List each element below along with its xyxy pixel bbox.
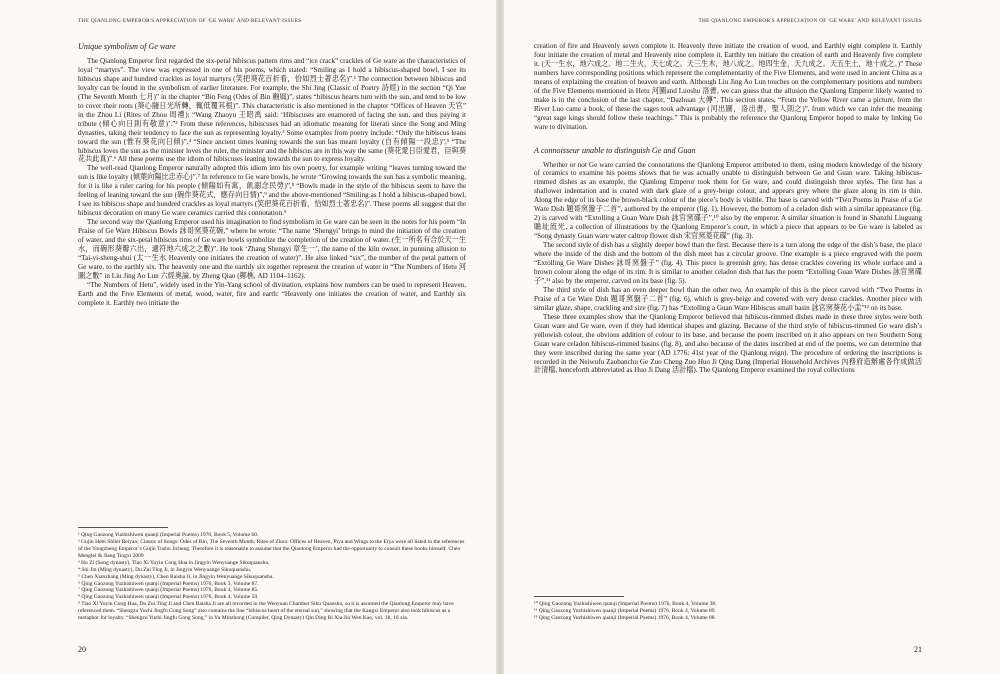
footnote: ¹ Qing Gaozong Yuzhishiwen quanji (Imperial Poems) 1976, Book 5, Volume 60. bbox=[78, 532, 259, 539]
right-page bbox=[500, 0, 1000, 674]
paragraph: The second style of dish has a slightly deeper bowl than the first. Because there is a turn along the edge of the dish’s base, the place where the inside of the dish and the bottom of the dish meet has a circular groove. One example is a piece engraved with the poem “Extolling Ge Ware Dishes 詠哥窯盤子” (fig. 4). This piece is greenish grey, has dense crackles covering its whole surface and a brown colour along the edge of its rim. It is similar to another celadon dish that has the poem “Extolling Guan Ware Dishes 詠官窯碟子”,¹¹ also by the emperor, carved on its base (fig. 5). bbox=[534, 241, 922, 285]
paragraph: “The Numbers of Hetu”, widely used in the Yin-Yang school of divination, explains how numbers can be used to represent Heaven, Earth and the Five Elements of metal, wood, water, fire and earth: “Heavenly one initiates the creation of water, and Earthly six complete it. Earthly two initiate the bbox=[78, 280, 466, 307]
footnote: ¹¹ Qing Gaozong Yuzhishiwen quanji (Imperial Poems) 1976, Book 4, Volume 89. bbox=[534, 608, 716, 615]
paragraph: Whether or not Ge ware carried the connotations the Qianlong Emperor attributed to them, using modern knowledge of the history of ceramics to examine his poems shows that he was actually unable to distinguish between Ge and Guan ware. Taking hibiscus-rimmed dishes as an example, the Qianlong Emperor took them for Ge ware, and could distinguish three styles. The first has a shallower indentation and is coated with dark glaze of a grey-beige colour, and appears grey where the glaze along its rim is thin. Along the edge of its base the brown-black colour of the piece’s body is visible. The base is carved with “Two Poems in Praise of a Ge Ware Dish 題哥窯盤子二首”, authored by the emperor (fig. 1). However, the bottom of a celadon dish with a similar appearance (fig. 2) is carved with “Extolling a Guan Ware Dish 詠官窯碟子”,¹⁰ also by the emperor. A similar situation is found in Shanzhi Liuguang 贍址流光, a collection of illustrations by the Qianlong Emperor’s court, in which a piece that appears to be Ge ware is labeled as “Song dynasty Guan ware water caltrop flower dish 宋官窯菱花碟” (fig. 3). bbox=[534, 160, 922, 241]
book-gutter bbox=[496, 0, 504, 674]
section-title: A connoisseur unable to distinguish Ge and Guan bbox=[534, 145, 696, 155]
page-number: 20 bbox=[78, 645, 86, 654]
footnote: ² Gujin Hebi Shilei Beiyao; Classic of Songs: Odes of Bin, The Seventh Month; Rites of Zhou: Offices of Heaven, Piya and Wings to the Erya were all listed in the references of the Yongzheng Emperor’s Gujin Tushu Jicheng. Therefore it is reasonable to assume that the Qianlong Emperor had the opportunity to consult these books himself. Chen Menglei & Jiang Tingxi 2009 bbox=[78, 539, 465, 559]
footnote: ⁵ Chen Xianzhang (Ming dynasty), Chen Baisha Ji, in Jingyin Wenyuange Sikuquanshu. bbox=[78, 573, 274, 580]
footnote-rule bbox=[534, 596, 624, 597]
footnote: ¹⁰ Qing Gaozong Yuzhishiwen quanji (Imperial Poems) 1976, Book 4, Volume 38. bbox=[534, 601, 717, 608]
footnotes bbox=[534, 596, 922, 622]
footnote: ⁹ Tiao Xi Yuyin Cong Hua, Du Zui Ting Ji and Chen Baisha Ji are all recorded in the Wenyuan Chamber Siku Quanshu, so it is assumed the Qianlong Emperor may have referenced them. “Shengzu Yuzhi Jingfu Gong Song” also contains the line “hibiscus heart of the eternal sun,” showing that the Kangxi Emperor also took hibiscus as a metaphor for loyalty. “Shengzu Yuzhi Jingfu Gong Song,” in Yu Minzhong (Compiler, Qing Dynasty) Qin Ding Ri Xia Jiu Wen Kao, vol. 18, 16 xia. bbox=[78, 601, 454, 622]
footnote: ⁴ Shi Jin (Ming dynasty), Du Zui Ting Ji, in Jingyin Wenyuange Sikuquanshu. bbox=[78, 566, 252, 573]
footnote: ⁶ Qing Gaozong Yuzhishiwen quanji (Imperial Poems) 1976, Book 3, Volume 87. bbox=[78, 580, 259, 587]
footnote: ⁷ Qing Gaozong Yuzhishiwen quanji (Imperial Poems) 1976, Book 4, Volume 85. bbox=[78, 587, 259, 594]
paragraph: creation of fire and Heavenly seven complete it. Heavenly three initiate the creation of wood, and Earthly eight complete it. Earthly four initiate the creation of metal and Heavenly nine complete it. Earthly ten initiate the creation of earth and Heavenly five complete it. (天一生水，地六成之。地二生火，天七成之。天三生木，地八成之。地四生金，天九成之。天五生土，地十成之。)” These numbers have corresponding positions which represent the complementarity of the Five Elements, and were used in ancient China as a means of explaining the creation of heaven and earth. Although Liu Jing Ao Lun touches on the complementary positions and numbers of the Five Elements mentioned in Hetu 河圖and Luoshu 洛書, we can guess that the allusion the Qianlong Emperor likely wanted to make is in the conclusion of the last chapter, “Dazhuan 大傳”. This section states, “From the Yellow River came a picture, from the River Luo came a book, of these the sages took advantage (河出圖，洛出書，聖人則之)”, from which we can infer the meaning “great sage kings should follow these teachings.” This is probably the reference the Qianlong Emperor hoped to make by linking Ge ware to divination. bbox=[534, 42, 922, 131]
running-head: THE QIANLONG EMPEROR'S APPRECIATION OF 'GE WARE' AND RELEVANT ISSUES bbox=[698, 18, 922, 24]
running-head: THE QIANLONG EMPEROR'S APPRECIATION OF 'GE WARE' AND RELEVANT ISSUES bbox=[78, 18, 302, 24]
body-text bbox=[78, 57, 466, 308]
body-text bbox=[534, 42, 922, 132]
footnotes bbox=[78, 527, 466, 622]
paragraph: The second way the Qianlong Emperor used his imagination to find symbolism in Ge ware can be seen in the notes for his poem “In Praise of Ge Ware Hibiscus Bowls 詠哥窯葵花碗,” where he wrote: “The name ‘Shengyi’ brings to mind the initiation of the creation of water, and the six-petal hibiscus rims of Ge ware bowls symbolize the completion of the creation of water. (生一所名有合於天一生水，而碗形葵瓣六出，適符地六成之之數)”. He took ‘Zhang Shengyi 章生一’, the name of the kiln owner, in punning allusion to “Tai-yi-sheng-shui (太一生水 Heavenly one initiates the creation of water)”. He also linked “six”, the number of the petal pattern of Ge ware, to the earthly six. The heavenly one and the earthly six together represent the creation of water in “The Numbers of Hetu 河圖之數” in Liu Jing Ao Lun 六經奧論, by Zheng Qiao (鄭樵, AD 1104–1162). bbox=[78, 218, 466, 280]
body-text bbox=[534, 161, 922, 376]
footnote: ¹² Qing Gaozong Yuzhishiwen quanji (Imperial Poems) 1976, Book 4, Volume 88. bbox=[534, 615, 716, 622]
footnote-rule bbox=[78, 527, 168, 528]
footnote: ⁸ Qing Gaozong Yuzhishiwen quanji (Imperial Poems) 1976, Book 4, Volume 59. bbox=[78, 594, 259, 601]
paragraph: The well-read Qianlong Emperor naturally adopted this idiom into his own poetry, for example writing “leaves turning toward the sun is like loyalty (傾葉向陽比忠赤心)”.⁷ In reference to Ge ware bowls, he wrote “Growing towards the sun has a symbolic meaning, for it is like a ruler caring for his people (傾陽如有寓，飢溺念民勞)”,⁸ “Bowls made in the style of the hibiscus seem to have the feeling of leaning toward the sun (碗作葵花式，應存向日情)”,⁹ and the above-mentioned “Smiling as I hold a hibiscus-shaped bowl, I see its hibiscus shape and hundred crackles as loyal martyrs (笑把葵花百折看，恰如烈士著忠名)”. These poems all suggest that the hibiscus decoration on many Ge ware ceramics carried this connotation.⁹ bbox=[78, 164, 466, 218]
paragraph: The third style of dish has an even deeper bowl than the other two. An example of this is the piece carved with “Two Poems in Praise of a Ge Ware Dish 題哥窯盤子二首” (fig. 6), which is grey-beige and covered with very dense crackles. Another piece with similar glaze, shape, crackling and size (fig. 7) has “Extolling a Guan Ware Hibiscus small basin 詠官窯葵花小盂”¹² on its base. bbox=[534, 285, 922, 312]
paragraph: The Qianlong Emperor first regarded the six-petal hibiscus pattern rims and “ice crack” crackles of Ge ware as the characteristics of loyal “martyrs”. The view was expressed in one of his poems, which stated: “Smiling as I hold a hibiscus-shaped bowl, I see its hibiscus shape and hundred crackles as loyal martyrs (笑把葵花百折看，恰如烈士著忠名)”.¹ The connection between hibiscus and loyalty can be found in the symbolism of earlier literature. For example, the Shi Jing (Classic of Poetry 詩經) in the section “Qi Yue (The Seventh Month 七月)” in the chapter “Bin Feng (Odes of Bin 豳風)”, states “hibiscus hearts turn with the sun, and tend to be low to cover their roots (葵心隨日光所轉，輒低覆其根)”. This characteristic is also mentioned in the chapter “Offices of Heaven 天官” in the Zhou Li (Rites of Zhou 周禮): “Wang Zhaoyu 王昭禹 said: ‘Hibiscuses are enamored of facing the sun, and thus paying it tribute (傾心向日則有敬意)’.”² From these references, hibiscuses had an idiomatic meaning for literati since the Song and Ming dynasties, taking their tendency to face the sun as representing loyalty.³ Some examples from poetry include: “Only the hibiscus leans toward the sun (惟有葵花向日傾)”,⁴ “Since ancient times leaning towards the sun has meant loyalty (自有傾陽一段忠)”,⁵ “The hibiscus loves the sun as the minister loves the ruler, the minister and the hibiscus are in this way the same (葵花愛日臣愛君，臣與葵花共此真)”.⁶ All these poems use the idiom of hibiscuses leaning towards the sun to express loyalty. bbox=[78, 57, 466, 164]
footnote: ³ Hu Zi (Song dynasty), Tiao Xi Yuyin Cong Hua in Jingyin Wenyuange Sikuquanshu. bbox=[78, 559, 270, 566]
paragraph: These three examples show that the Qianlong Emperor believed that hibiscus-rimmed dishes made in these three styles were both Guan ware and Ge ware, even if they had identical shapes and glazing. Because of the third style of hibiscus-rimmed Ge ware dish’s yellowish colour, the obvious addition of colour to its base, and because the poem inscribed on it also appears on two Southern Song Guan ware celadon hibiscus-rimmed basins (fig. 8), and also because of the dates inscribed at end of the poems, we can determine that they were inscribed during the same year (AD 1776; 41st year of the Qianlong reign). The procedure of ordering the inscriptions is recorded in the Neiwufu Zaobanchu Ge Zuo Cheng Zuo Huo Ji Qing Dang (Imperial Household Archives 內務府造辦處各作成做活計清檔, henceforth abbreviated as Huo Ji Dang 活計檔). The Qianlong Emperor examined the royal collections bbox=[534, 312, 922, 375]
section-title: Unique symbolism of Ge ware bbox=[78, 42, 176, 51]
page-number: 21 bbox=[914, 645, 922, 654]
